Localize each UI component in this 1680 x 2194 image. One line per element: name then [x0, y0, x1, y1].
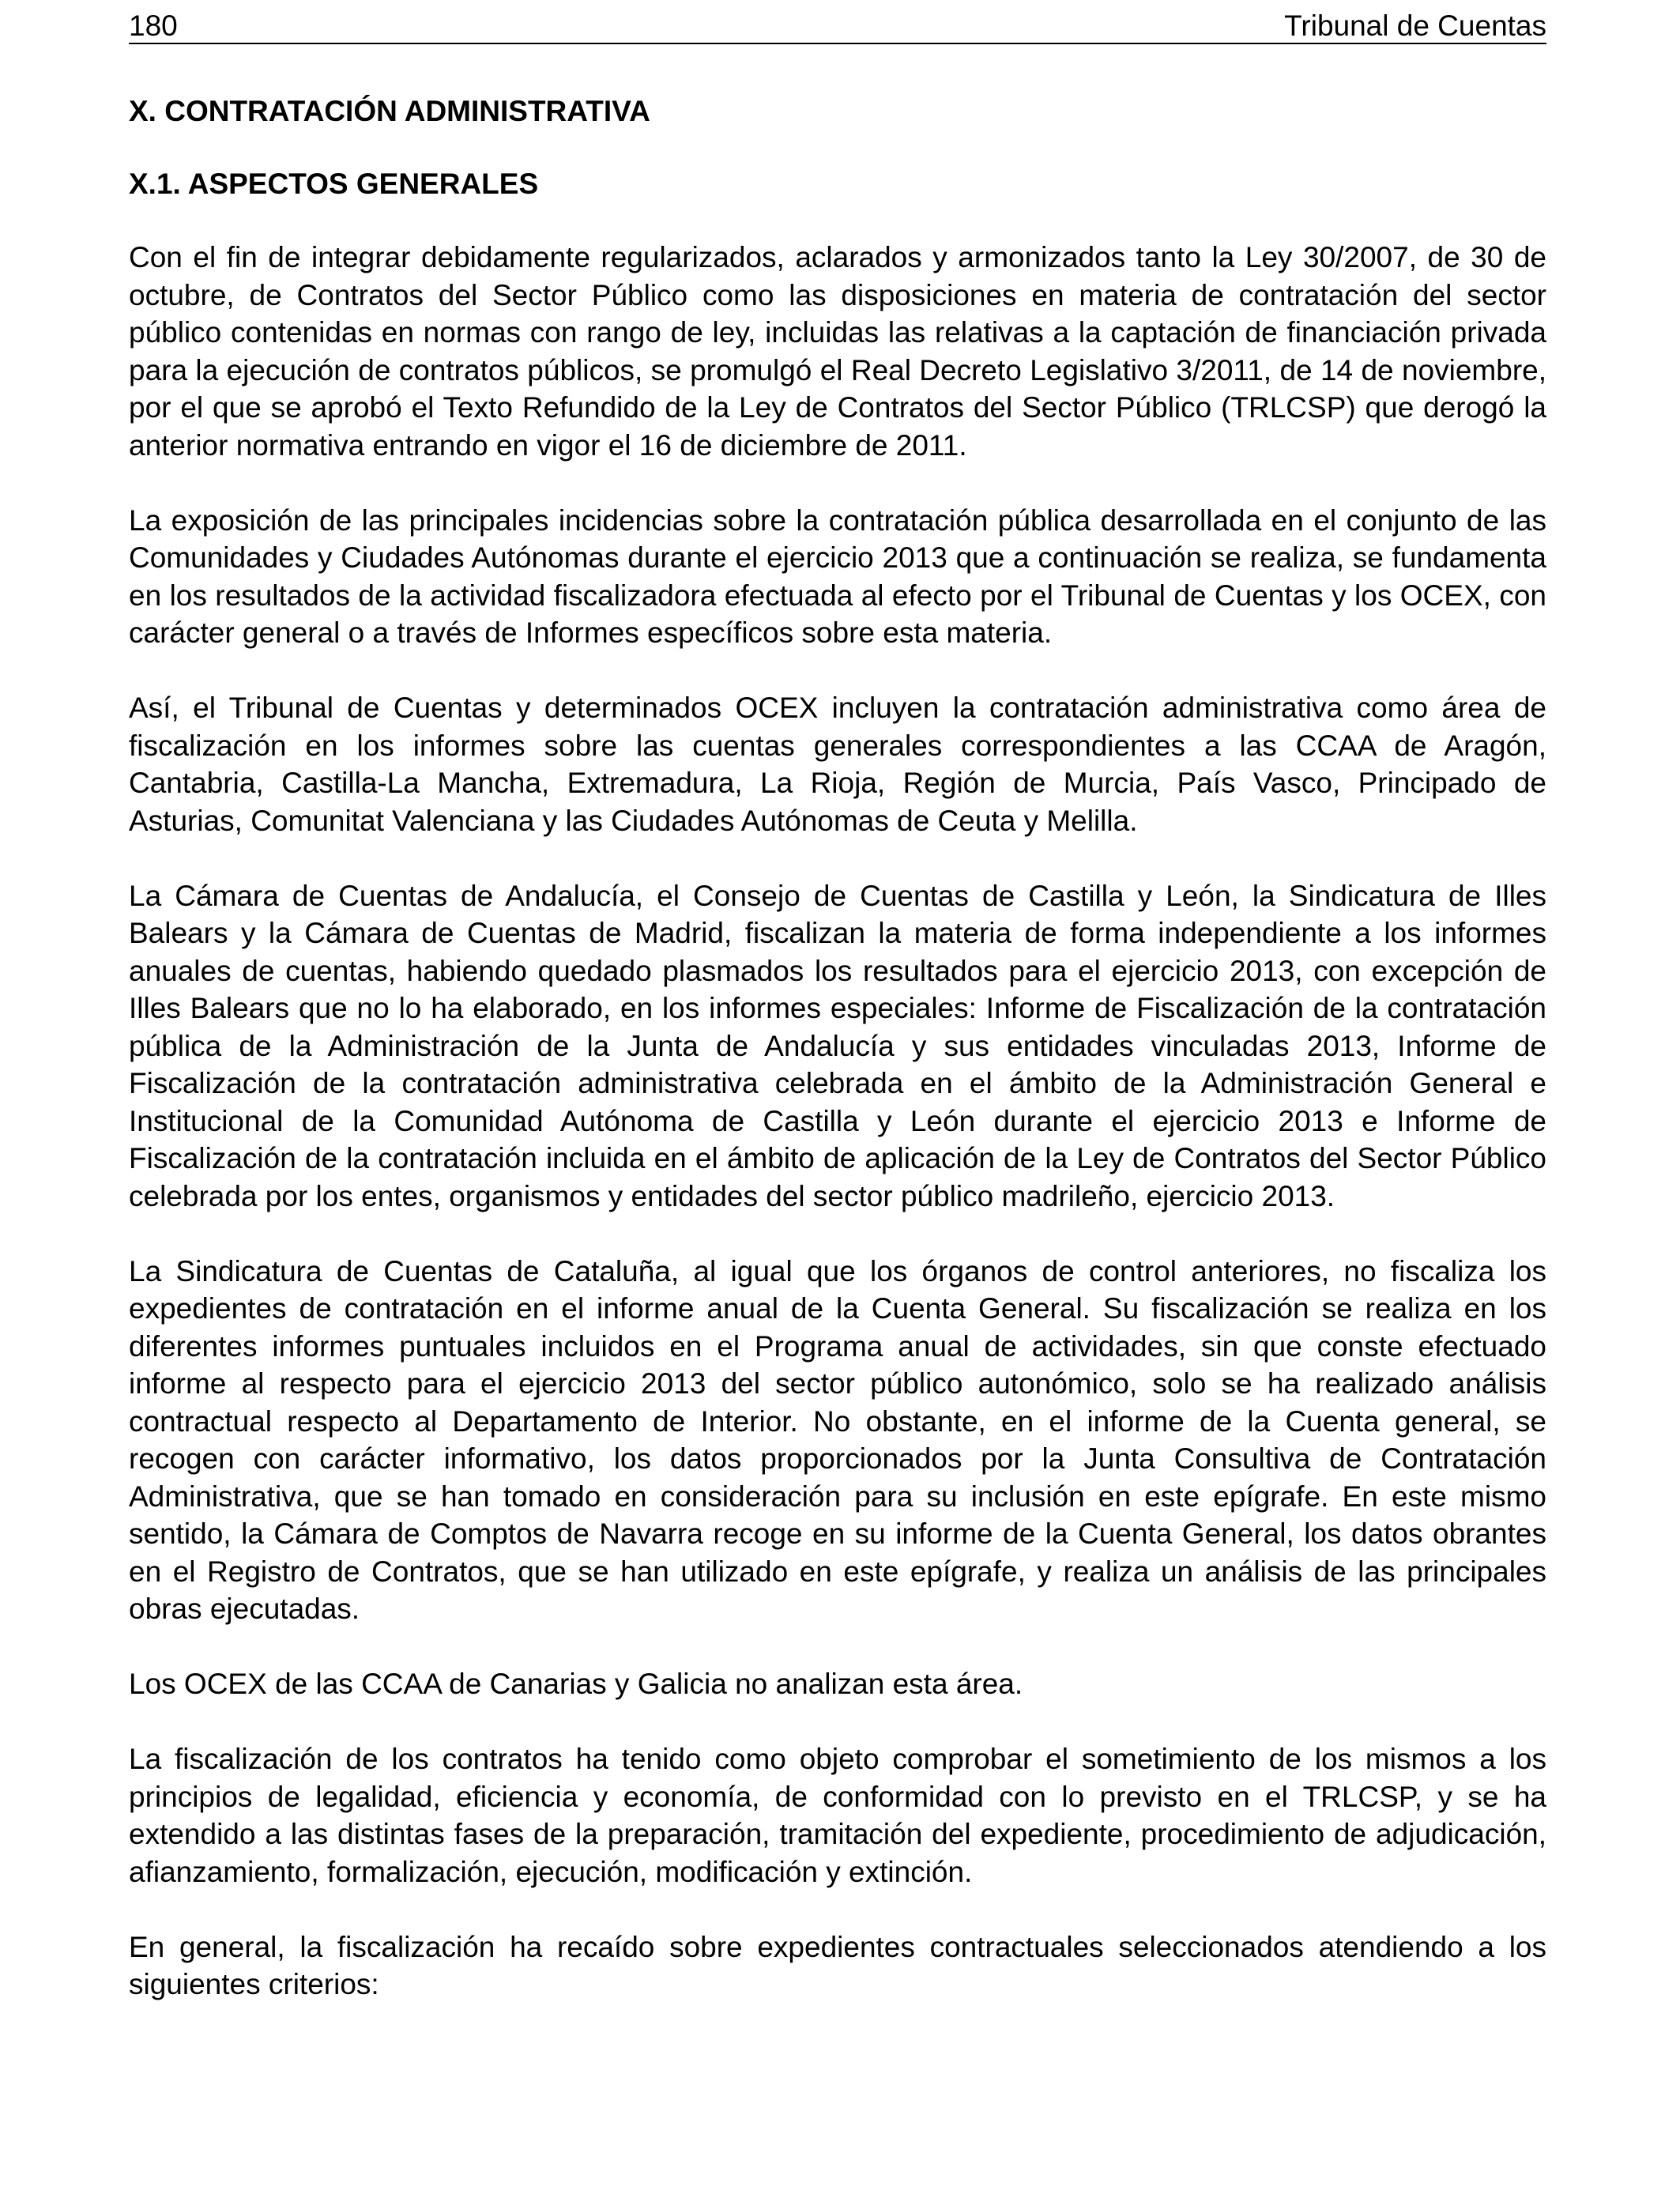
section-title: X.1. ASPECTOS GENERALES [129, 168, 539, 200]
paragraph: Con el fin de integrar debidamente regularizados, aclarados y armonizados tanto la Ley 30/2007, de 30 de octubre, de Contratos del Sector Público como las disposiciones en materia de contratación del sector público contenidas en normas con rango de ley, incluidas las relativas a la captación de financiación privada para la ejecución de contratos públicos, se promulgó el Real Decreto Legislativo 3/2011, de 14 de noviembre, por el que se aprobó el Texto Refundido de la Ley de Contratos del Sector Público (TRLCSP) que derogó la anterior normativa entrando en vigor el 16 de diciembre de 2011. [129, 241, 1546, 462]
paragraph: Los OCEX de las CCAA de Canarias y Galicia no analizan esta área. [129, 1668, 1023, 1700]
document-page [129, 0, 1546, 2000]
paragraph: La Cámara de Cuentas de Andalucía, el Consejo de Cuentas de Castilla y León, la Sindicatura de Illes Balears y la Cámara de Cuentas de Madrid, fiscalizan la materia de forma independiente a los informes anuales de cuentas, habiendo quedado plasmados los resultados para el ejercicio 2013, con excepción de Illes Balears que no lo ha elaborado, en los informes especiales: Informe de Fiscalización de la contratación pública de la Administración de la Junta de Andalucía y sus entidades vinculadas 2013, Informe de Fiscalización de la contratación administrativa celebrada en el ámbito de la Administración General e Institucional de la Comunidad Autónoma de Castilla y León durante el ejercicio 2013 e Informe de Fiscalización de la contratación incluida en el ámbito de aplicación de la Ley de Contratos del Sector Público celebrada por los entes, organismos y entidades del sector público madrileño, ejercicio 2013. [129, 879, 1546, 1212]
paragraph: La exposición de las principales incidencias sobre la contratación pública desarrollada en el conjunto de las Comunidades y Ciudades Autónomas durante el ejercicio 2013 que a continuación se realiza, se fundamenta en los resultados de la actividad fiscalizadora efectuada al efecto por el Tribunal de Cuentas y los OCEX, con carácter general o a través de Informes específicos sobre esta materia. [129, 503, 1546, 649]
paragraph: La fiscalización de los contratos ha tenido como objeto comprobar el sometimiento de los mismos a los principios de legalidad, eficiencia y economía, de conformidad con lo previsto en el TRLCSP, y se ha extendido a las distintas fases de la preparación, tramitación del expediente, procedimiento de adjudicación, afianzamiento, formalización, ejecución, modificación y extinción. [129, 1743, 1546, 1888]
page-number: 180 [129, 9, 178, 42]
body-text [129, 239, 1546, 2041]
paragraph: En general, la fiscalización ha recaído sobre expedientes contractuales seleccionados atendiendo a los siguientes criterios: [129, 1930, 1546, 2000]
document-title: Tribunal de Cuentas [1284, 9, 1546, 42]
running-header [129, 0, 1546, 44]
paragraph: La Sindicatura de Cuentas de Cataluña, al igual que los órganos de control anteriores, no fiscaliza los expedientes de contratación en el informe anual de la Cuenta General. Su fiscalización se realiza en los diferentes informes puntuales incluidos en el Programa anual de actividades, sin que conste efectuado informe al respecto para el ejercicio 2013 del sector público autonómico, solo se ha realizado análisis contractual respecto al Departamento de Interior. No obstante, en el informe de la Cuenta general, se recogen con carácter informativo, los datos proporcionados por la Junta Consultiva de Contratación Administrativa, que se han tomado en consideración para su inclusión en este epígrafe. En este mismo sentido, la Cámara de Comptos de Navarra recoge en su informe de la Cuenta General, los datos obrantes en el Registro de Contratos, que se han utilizado en este epígrafe, y realiza un análisis de las principales obras ejecutadas. [129, 1254, 1546, 1625]
chapter-title: X. CONTRATACIÓN ADMINISTRATIVA [129, 95, 650, 127]
paragraph: Así, el Tribunal de Cuentas y determinados OCEX incluyen la contratación administrativa como área de fiscalización en los informes sobre las cuentas generales correspondientes a las CCAA de Aragón, Cantabria, Castilla-La Mancha, Extremadura, La Rioja, Región de Murcia, País Vasco, Principado de Asturias, Comunitat Valenciana y las Ciudades Autónomas de Ceuta y Melilla. [129, 692, 1546, 837]
